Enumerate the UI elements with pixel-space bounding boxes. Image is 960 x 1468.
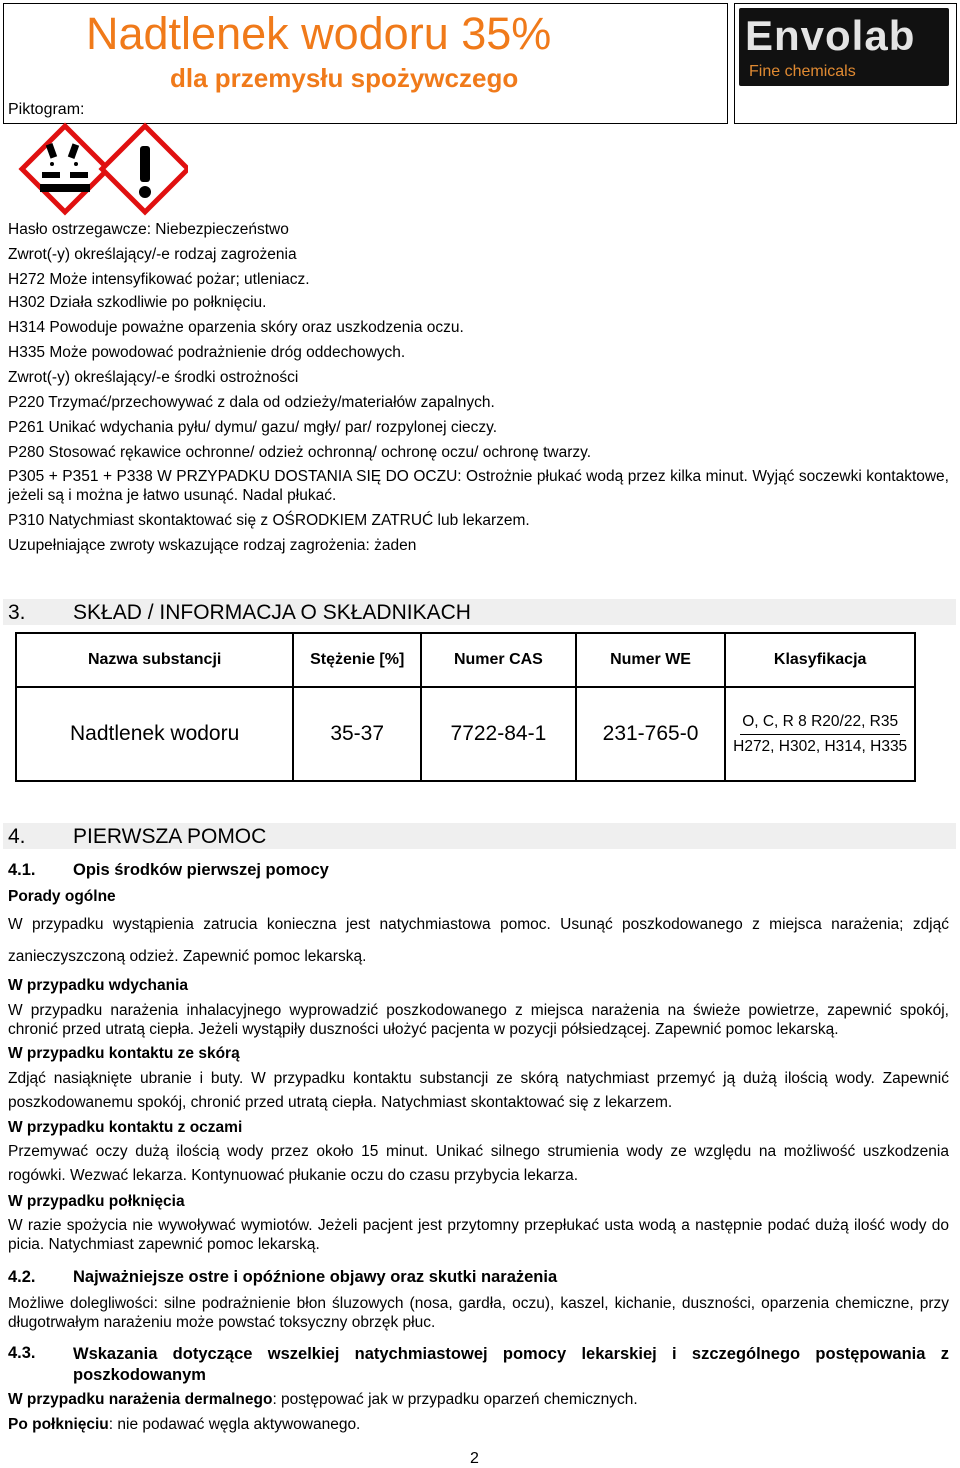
precaution-p280: P280 Stosować rękawice ochronne/ odzież ochronną/ ochronę oczu/ ochronę twarzy. [8,444,592,461]
ingestion-line [8,1416,360,1434]
cell-cas: 7722-84-1 [421,687,576,781]
col-header-we: Numer WE [576,633,726,687]
polkniecie-text: W razie spożycia nie wywoływać wymiotów. Jeżeli pacjent jest przytomny przepłukać usta wodą a następnie podać dużą ilość wody do picia. Natychmiast zapewnić pomoc lekarską. [8,1217,949,1253]
section-number: 3. [8,601,26,624]
section-3-header [3,599,956,625]
cell-concentration: 35-37 [293,687,421,781]
cell-we: 231-765-0 [576,687,726,781]
precaution-p220: P220 Trzymać/przechowywać z dala od odzieży/materiałów zapalnych. [8,394,495,411]
document-title: Nadtlenek wodoru 35% [86,8,552,59]
composition-table [15,632,916,782]
hazard-heading: Zwrot(-y) określający/-e rodzaj zagrożenia [8,246,297,263]
oczy-text: Przemywać oczy dużą ilością wody przez około 15 minut. Unikać silnego strumienia wody ze względu na możliwość uszkodzenia rogówki. Wezwać lekarza. Kontynuować płukanie oczu do czasu przybycia lekarza. [8,1143,949,1184]
section-number: 4. [8,825,26,848]
subsection-4-1-number: 4.1. [8,861,36,879]
document-subtitle: dla przemysłu spożywczego [170,63,519,93]
envolab-logo [739,8,949,86]
subsection-4-2-number: 4.2. [8,1268,36,1286]
hazard-h272: H272 Może intensyfikować pożar; utleniacz. [8,271,310,288]
col-header-concentration: Stężenie [%] [293,633,421,687]
objawy-text: Możliwe dolegliwości: silne podrażnienie błon śluzowych (nosa, gardła, oczu), kaszel, kichanie, duszności, oparzenia chemiczne, przy długotrwałym narażeniu może powstać toksyczny obrzęk płuc. [8,1295,949,1331]
col-header-cas: Numer CAS [421,633,576,687]
supplementary-statements: Uzupełniające zwroty wskazujące rodzaj zagrożenia: żaden [8,537,417,554]
table-header-row [16,633,915,687]
pictograms [18,122,188,216]
cell-name: Nadtlenek wodoru [16,687,293,781]
oczy-heading: W przypadku kontaktu z oczami [8,1119,243,1136]
section-title: SKŁAD / INFORMACJA O SKŁADNIKACH [73,601,471,624]
subsection-4-3-title: Wskazania dotyczące wszelkiej natychmiastowej pomocy lekarskiej i szczególnego postępowania z poszkodowanym [73,1345,949,1384]
precaution-heading: Zwrot(-y) określający/-e środki ostrożności [8,369,299,386]
porady-text: W przypadku wystąpienia zatrucia konieczna jest natychmiastowa pomoc. Usunąć poszkodowanego z miejsca narażenia; zdjąć zanieczyszczoną odzież. Zapewnić pomoc lekarską. [8,916,949,965]
hazard-h314: H314 Powoduje poważne oparzenia skóry oraz uszkodzenia oczu. [8,319,464,336]
dermal-line [8,1391,638,1409]
section-4-header [3,823,956,849]
hazard-h335: H335 Może powodować podrażnienie dróg oddechowych. [8,344,406,361]
hazard-h302: H302 Działa szkodliwie po połknięciu. [8,294,267,311]
skora-text: Zdjąć nasiąknięte ubranie i buty. W przypadku kontaktu substancji ze skórą natychmiast przemyć ją dużą ilością wody. Zapewnić poszkodowanemu spokój, chronić przed utratą ciepła. Natychmiast skontaktować się z lekarzem. [8,1070,949,1111]
signal-word: Hasło ostrzegawcze: Niebezpieczeństwo [8,221,289,238]
subsection-4-2-title: Najważniejsze ostre i opóźnione objawy oraz skutki narażenia [73,1268,558,1286]
ingestion-text: : nie podawać węgla aktywowanego. [108,1416,361,1433]
polkniecie-heading: W przypadku połknięcia [8,1193,185,1210]
porady-heading: Porady ogólne [8,888,116,905]
logo-word: Envolab [745,12,916,59]
ingestion-heading: Po połknięciu [8,1416,109,1433]
subsection-4-1-title: Opis środków pierwszej pomocy [73,861,329,879]
col-header-classification: Klasyfikacja [725,633,915,687]
classification-clp: H272, H302, H314, H335 [733,737,908,755]
dermal-heading: W przypadku narażenia dermalnego [8,1391,273,1408]
precaution-p261: P261 Unikać wdychania pyłu/ dymu/ gazu/ mgły/ par/ rozpylonej cieczy. [8,419,498,436]
classification-old: O, C, R 8 R20/22, R35 [740,708,900,735]
col-header-name: Nazwa substancji [16,633,293,687]
page-number: 2 [470,1450,479,1467]
cell-classification [725,687,915,781]
subsection-4-3-number: 4.3. [8,1344,36,1362]
exclamation-icon [102,126,188,212]
corrosion-icon [22,126,108,212]
wdychanie-text: W przypadku narażenia inhalacyjnego wyprowadzić poszkodowanego z miejsca narażenia na świeże powietrze, zapewnić spokój, chronić przed utratą ciepła. Jeżeli wystąpiły duszności ułożyć pacjenta w pozycji półsiedzącej. Zapewnić pomoc lekarską. [8,1002,949,1038]
precaution-p305: P305 + P351 + P338 W PRZYPADKU DOSTANIA SIĘ DO OCZU: Ostrożnie płukać wodą przez kilka minut. Wyjąć soczewki kontaktowe, jeżeli są i można je łatwo usunąć. Nadal płukać. [8,468,949,504]
dermal-text: : postępować jak w przypadku oparzeń chemicznych. [272,1391,638,1408]
logo-box [734,3,957,124]
pictogram-label: Piktogram: [8,101,85,118]
section-title: PIERWSZA POMOC [73,825,267,848]
skora-heading: W przypadku kontaktu ze skórą [8,1045,240,1062]
wdychanie-heading: W przypadku wdychania [8,977,189,994]
precaution-p310: P310 Natychmiast skontaktować się z OŚRODKIEM ZATRUĆ lub lekarzem. [8,512,530,529]
table-row [16,687,915,781]
logo-subtitle: Fine chemicals [749,63,856,80]
